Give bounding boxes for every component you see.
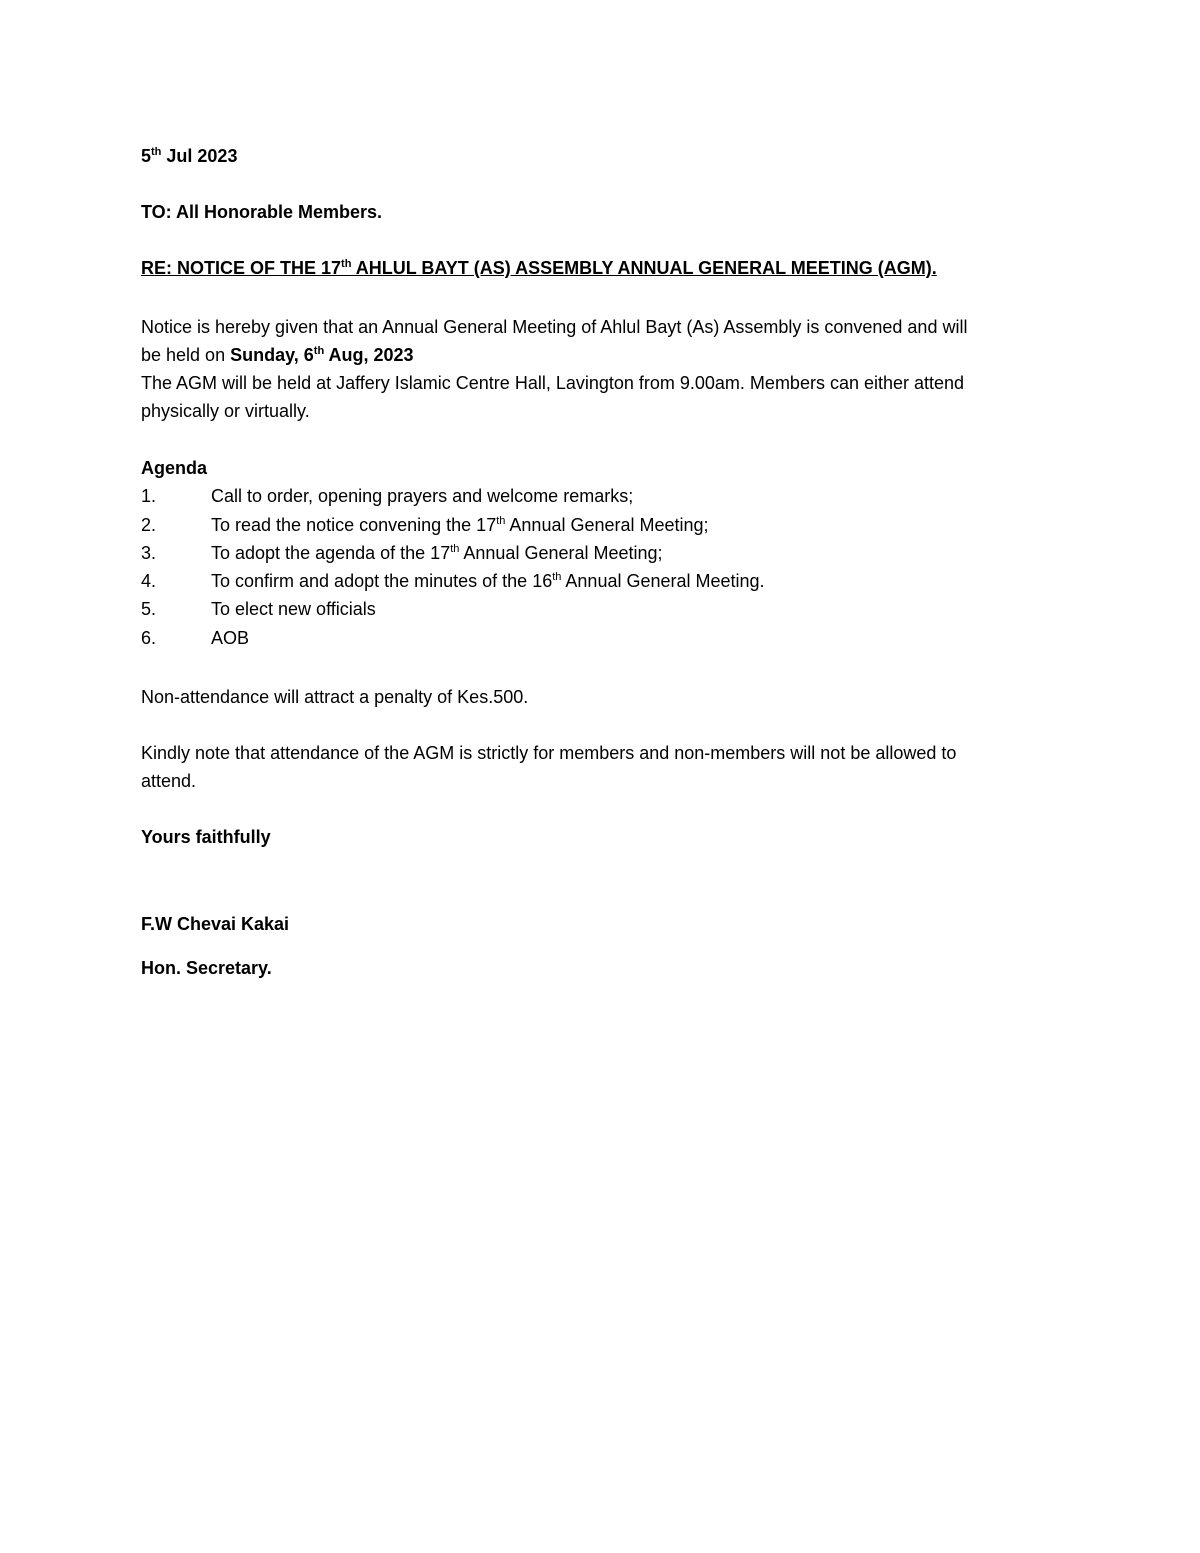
agenda-item: 4. To confirm and adopt the minutes of the 16th Annual General Meeting. [141, 571, 765, 591]
agenda-item: 3. To adopt the agenda of the 17th Annual General Meeting; [141, 543, 663, 563]
agenda-item: 6. AOB [141, 628, 250, 648]
attendance-note-line-2: attend. [141, 771, 197, 791]
venue-paragraph-line-1: The AGM will be held at Jaffery Islamic Centre Hall, Lavington from 9.00am. Members can either attend [141, 373, 965, 393]
agenda-heading: Agenda [141, 458, 208, 478]
penalty-note: Non-attendance will attract a penalty of Kes.500. [141, 687, 529, 707]
attendance-note-line-1: Kindly note that attendance of the AGM is strictly for members and non-members will not be allowed to [141, 743, 957, 763]
agenda-item: 1. Call to order, opening prayers and welcome remarks; [141, 486, 634, 506]
closing-salutation: Yours faithfully [141, 827, 271, 847]
letter-date: 5th Jul 2023 [141, 146, 238, 166]
subject-line: RE: NOTICE OF THE 17th AHLUL BAYT (AS) ASSEMBLY ANNUAL GENERAL MEETING (AGM). [141, 258, 937, 278]
meeting-date: Sunday, 6th Aug, 2023 [230, 345, 414, 365]
notice-paragraph-line-1: Notice is hereby given that an Annual General Meeting of Ahlul Bayt (As) Assembly is convened and will [141, 317, 968, 337]
signatory-name: F.W Chevai Kakai [141, 914, 290, 934]
signatory-title: Hon. Secretary. [141, 958, 272, 978]
notice-paragraph-line-2: be held on Sunday, 6th Aug, 2023 [141, 345, 414, 365]
venue-paragraph-line-2: physically or virtually. [141, 401, 310, 421]
agenda-item: 2. To read the notice convening the 17th Annual General Meeting; [141, 515, 709, 535]
recipient-line: TO: All Honorable Members. [141, 202, 383, 222]
agenda-item: 5. To elect new officials [141, 599, 376, 619]
